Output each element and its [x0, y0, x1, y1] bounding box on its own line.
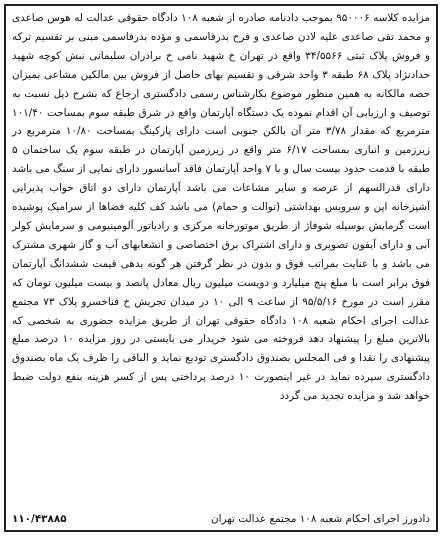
auction-notice	[4, 4, 438, 532]
notice-footer	[12, 510, 430, 528]
notice-issuer: دادورز اجرای احکام شعبه ۱۰۸ مجتمع عدالت تهران	[211, 513, 430, 525]
notice-code: ۱۱۰/۴۳۸۸۵	[12, 513, 67, 525]
notice-body: مزایده کلاسه ۹۵۰۰۰۶ بموجب دادنامه صادره از شعبه ۱۰۸ دادگاه حقوقی عدالت له هوس صاعدی و محمد تقی صاعدی علیه لادن صاعدی و فرح بدرقاسمی و مؤده بدرقاسمی مبنی بر تقسیم ترکه و فروش پلاک ثبتی ۳۴/۵۵۶۶ واقع در تهران خ شهید نامی خ برادران سلیمانی نبش کوچه شهید حدادنژاد پلاک ۶۸ طبقه ۳ واحد شرقی و تقسیم بهای حاصل از فروش بین مالکین مشاعی بمیزان حصه مالکانه به همین منظور موضوع بکارشناس رسمی دادگستری ارجاع که بشرح ذیل نسبت به توصیف و ارزیابی آن اقدام نموده یک دستگاه آپارتمان واقع در شرق طبقه سوم بمساحت ۱۰۱/۴۰ مترمربع که مقدار ۳/۷۸ متر آن بالکن جنوبی است دارای پارکینگ بمساحت ۱۰/۸۰ مترمربع در زیرزمین و انباری بمساحت ۶/۱۷ متر واقع در زیرزمین آپارتمان در طبقه سوم یک ساختمان ۵ طبقه با قدمت حدود بیست سال و با ۷ واحد آپارتمان فاقد آسانسور دارای نمایی از سنگ می باشد دارای قدرالسهم از عرصه و سایر مشاعات می باشد آپارتمان دارای دو اتاق خواب پذیرایی آشپزخانه اپن و سرویس بهداشتی (توالت و حمام) می باشد کف کلیه فضاها از سرامیک پوشیده است گرمایش بوسیله شوفاژ از طریق موتورخانه مرکزی و رادیاتور آلومینیومی و سرمایش کولر آبی و دارای آیفون تصویری و دارای اشتراک برق اختصاصی و انشعابهای آب و گاز شهری مشترک می باشد و با عنایت بمراتب فوق و بدون در نظر گرفتن هر گونه بدهی قیمت ششدانگ آپارتمان فوق برابر است با مبلغ پنج میلیارد و دویست میلیون ریال معادل پانصد و بیست میلیون تومان که مقرر است در مورخ ۹۵/۵/۱۶ از ساعت ۹ الی ۱۰ در میدان تجریش خ فناخسرو پلاک ۷۳ مجتمع عدالت اجرای احکام شعبه ۱۰۸ دادگاه حقوقی تهران از طریق مزایده حضوری به شخصی که بالاترین مبلغ را پیشنهاد دهد فروخته می شود خریدار می بایستی در روز مزایده ۱۰ درصد مبلغ پیشنهادی را نقدا و فی المجلس بصندوق دادگستری تودیع نماید و الباقی را ظرف یک ماه بصندوق دادگستری سپرده نماید در غیر اینصورت ۱۰ درصد پرداختی پس از کسر هزینه بنفع دولت ضبط خواهد شد و مزایده تجدید می گردد	[12, 12, 431, 403]
